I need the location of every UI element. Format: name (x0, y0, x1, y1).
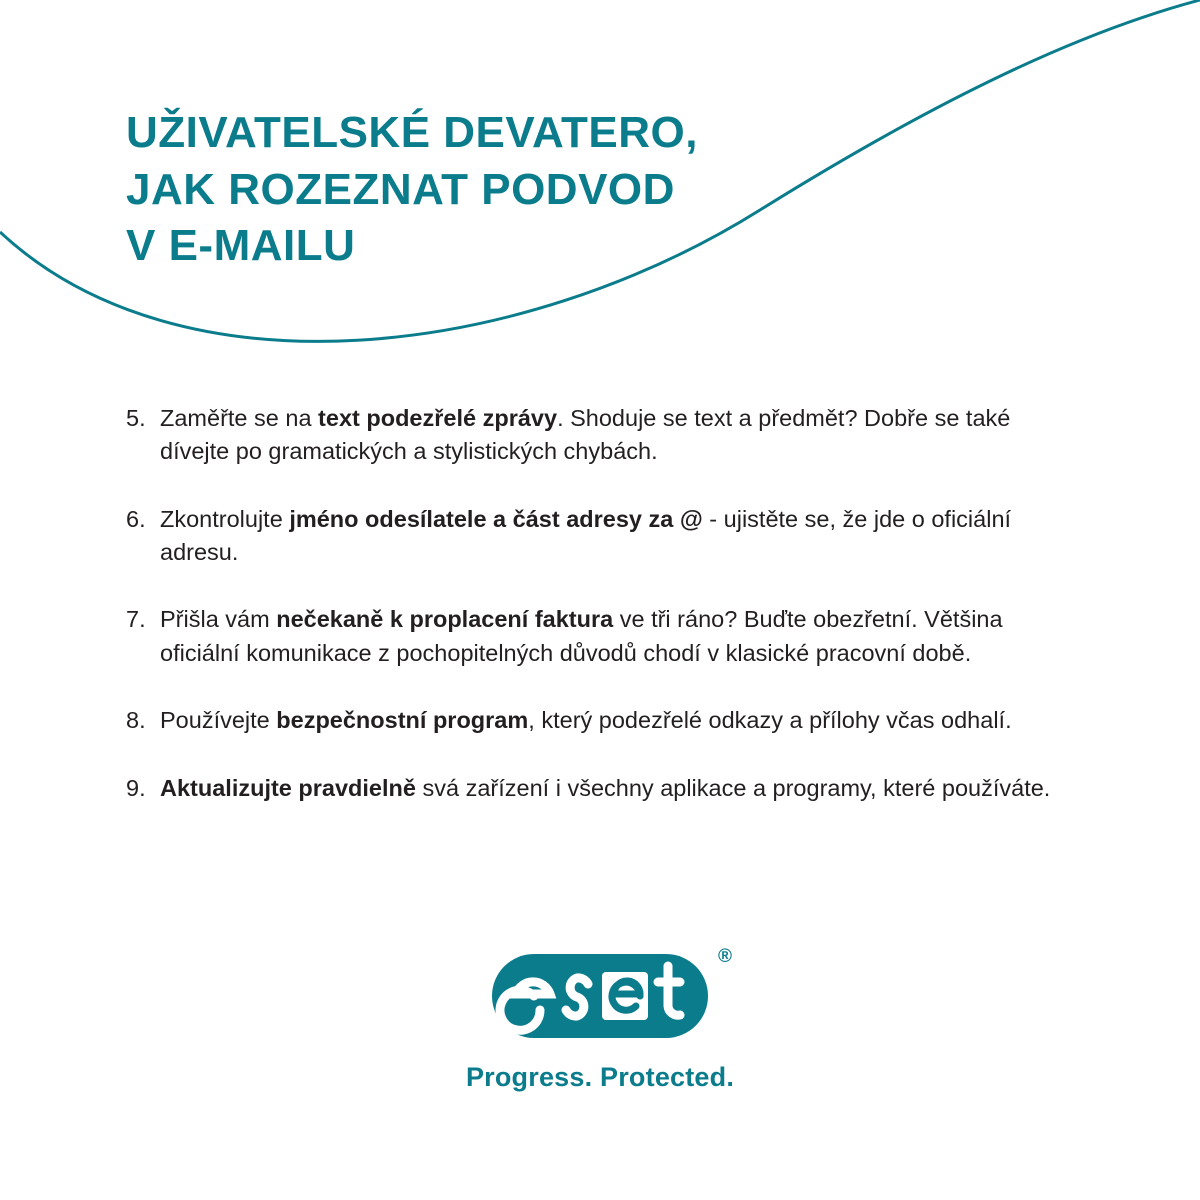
brand-tagline: Progress. Protected. (465, 1062, 735, 1092)
list-item (126, 603, 1086, 670)
text-part: Zkontrolujte (160, 505, 290, 532)
text-part-bold: bezpečnostní program (276, 707, 529, 734)
page-title-line-2: JAK ROZEZNAT PODVOD (126, 164, 675, 214)
page-title (126, 105, 986, 274)
text-part: , který podezřelé odkazy a přílohy včas odhalí. (528, 707, 1012, 734)
text-part: svá zařízení i všechny aplikace a programy, které používáte. (415, 774, 1051, 801)
text-part-bold: Aktualizujte pravdielně (160, 774, 416, 801)
list-item (126, 772, 1086, 805)
text-part: Používejte (160, 707, 277, 734)
list-item (126, 503, 1086, 570)
brand-logo-wrapper (0, 946, 1200, 1045)
list-item-text (160, 704, 1086, 737)
list-item (126, 402, 1086, 469)
list-item-text (160, 503, 1086, 570)
list-item-number: 6. (126, 505, 146, 532)
list-item-text (160, 772, 1086, 805)
tips-list (126, 402, 1086, 805)
text-part-bold: nečekaně k proplacení faktura (276, 606, 614, 633)
list-item-text (160, 402, 1086, 469)
list-item-number: 9. (126, 774, 146, 801)
text-part: ve tři ráno? Buďte obezřetní. Většina oficiální komunikace z pochopitelných důvodů chodí v klasické pracovní době. (160, 606, 1003, 666)
text-part-bold: jméno odesílatele a část adresy za @ (289, 505, 703, 532)
list-item-number: 7. (126, 606, 146, 633)
text-part-bold: text podezřelé zprávy (318, 405, 558, 431)
page-title-line-1: UŽIVATELSKÉ DEVATERO, (126, 108, 698, 158)
eset-logo-mark (490, 952, 710, 1040)
text-part: Zaměřte se na (160, 405, 319, 431)
list-item-text (160, 603, 1086, 670)
list-item-number: 5. (126, 405, 146, 431)
text-part: - ujistěte se, že jde o oficiální adresu. (160, 505, 1012, 566)
page-title-line-3: V E-MAILU (126, 221, 356, 271)
registered-trademark-icon: ® (718, 946, 732, 967)
list-item-number: 8. (126, 707, 146, 734)
eset-logo (490, 946, 732, 1045)
text-part: Přišla vám (160, 606, 277, 633)
text-part: . Shoduje se text a předmět? Dobře se také dívejte po gramatických a stylistických chybách. (160, 405, 1011, 465)
list-item (126, 704, 1086, 737)
